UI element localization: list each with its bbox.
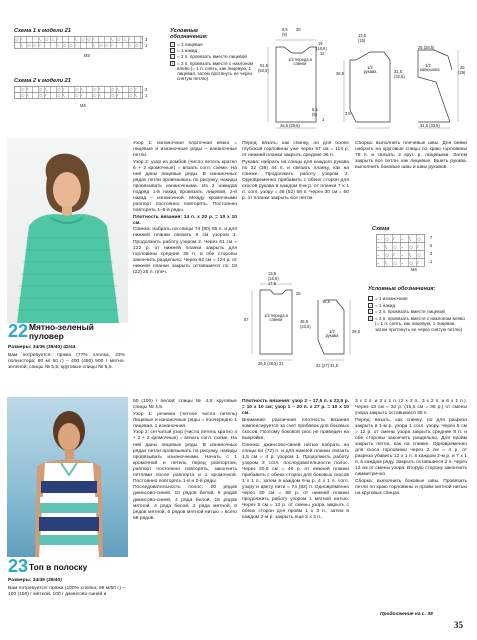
chart-symbol: ○	[57, 87, 61, 92]
legend-top-item: = 1 лицевая	[170, 42, 254, 47]
top-d12: 26,5 (29,5)	[280, 123, 300, 128]
chart-symbol: \	[135, 93, 137, 98]
m22-sleeve-label: 1/2 рукава	[325, 329, 339, 339]
chart-symbol: ⁄	[129, 37, 130, 42]
m22-d1: 13,5	[268, 271, 276, 276]
chart-symbol: \	[385, 260, 387, 266]
m22-d3: 17,5	[268, 281, 276, 286]
chart-symbol: ⁄	[39, 43, 40, 48]
chart-symbol: ○	[45, 37, 49, 42]
model23-materials: Вам потребуется: пряжа (100% хлопка; 95 м/50 г) – 100 (150) г мятной, 100 г джинсово-синей и	[8, 586, 125, 598]
chart-symbol: ○	[57, 93, 61, 98]
chart-symbol: ○	[105, 43, 109, 48]
model23-col1: 50 (100) г белой; спицы № 4,5; круговые спицы № 4,5. Узор 1: резинка (четное число петель) Лицевые и изнаночные ряды = поочередно 1 лицевая, 1 изнаночная. Узор 2: сетчатый узор (число петель кратно 4 + 2 + 2 кромочные) = вязать согл. схеме. На ней даны лицевые ряды. В изнаночных рядах петли провязывать по рисунку, накиды провязывать изнаночными. Начать с 1 кромочной и петель перед раппортом, раппорт постоянно повторять, закончить петлями после раппорта и 1 кромочной. Постоянно повторять 1-й и 2-й ряды. Последовательность полос: 20 рядов джинсово-синей, 10 рядов белой, 6 рядов джинсово-синей, 4 ряда белой, 16 рядов мятной, 4 ряда белой, 2 ряда мятной, 6 рядов мятной, 6 рядов мятной нитью = всего 68 рядов.	[133, 399, 237, 521]
chart-symbol: ○	[33, 43, 37, 48]
scheme1-row-1: 1	[145, 43, 148, 48]
top-d9: 5,5	[312, 107, 318, 112]
model23-col3: 3 х 2 п. и 3 х 1 п. (2 х 3 п., 3 х 2 п. и 6 х 1 п.). Через 13 см = 32 р. (15,5 см = 38 р.) от смены узора закрыть оставшиеся 36 п. Перед: вязать, как спинку, но для разреза закрыть в 1-м р. узора 1 согл. узору. Через 5 см = 12 р. от смены узора закрыть средние 8 п. и обе стороны закончить раздельно. Для пройм закрыть петли, как на спинке. Одновременно для скоса горловины через 2 см = 4 р. от разреза убавить 12 х 1 п. в каждом 2-м р. и 7 х 1 п. в каждом ряду. Закрыть оставшиеся 2 п. через 13 см от смены узора. Вторую сторону закончить симметрично. Сборка: выполнить боковые швы. Провязать петли по краю горловины и пройм мятной нитью на круговых спицах.	[355, 399, 467, 496]
m22-front-label: 1/2 переда и спинки	[264, 313, 288, 323]
chart-symbol: ○	[51, 37, 55, 42]
top-d11: 1	[322, 117, 325, 122]
model22-sizes: Размеры: 34/36 (38/40) 42/44	[8, 345, 76, 350]
chart-symbol: \	[63, 93, 65, 98]
chart-symbol: ⁄	[45, 93, 46, 98]
chart-symbol: ○	[129, 93, 133, 98]
chart-symbol: \	[111, 37, 113, 42]
scheme2-row-3: 3	[145, 87, 148, 92]
chart-symbol: \	[81, 87, 83, 92]
chart-symbol: ○	[135, 43, 139, 48]
model22-scheme-title: Схема	[372, 226, 390, 232]
scheme1-grid	[14, 36, 143, 56]
chart-symbol: ○	[93, 87, 97, 92]
chart-symbol: –	[401, 260, 404, 266]
chart-symbol: ⁄	[81, 93, 82, 98]
scheme2-chart	[14, 86, 143, 106]
chart-symbol: ○	[75, 87, 79, 92]
m22-d13: 45,5	[300, 319, 308, 324]
chart-symbol: \	[99, 93, 101, 98]
top-sleeve-label: 1/2 рукава	[363, 65, 377, 75]
yarn-over-icon: ◌	[369, 302, 372, 308]
ssk-icon: ∖	[369, 316, 372, 322]
top-d2: (9)	[282, 32, 288, 37]
chart-symbol: ○	[21, 87, 25, 92]
chart-symbol: –	[377, 244, 380, 250]
chart-symbol: \	[57, 43, 59, 48]
chart-symbol: ⁄	[21, 37, 22, 42]
purl-icon: –	[369, 296, 372, 301]
chart-symbol: ⁄	[135, 87, 136, 92]
top-d6: 12	[320, 51, 325, 56]
chart-symbol: \	[385, 244, 387, 250]
photo-model23	[7, 397, 128, 557]
m22-d10: 16,5	[322, 299, 330, 304]
top-d20: 3,5	[345, 111, 351, 116]
chart-symbol: –	[401, 236, 404, 242]
model23-col2: Плотность вязания: узор 2 – 17,5 п. х 22,5 р. = 10 х 10 см; узор 1 – 20 п. х 27 р. = 10 х 10 см. Внимание: различная плотность вязания компенсируется за счет прибавок для боковых скосов. Поэтому боковой скос не приведен на выкройке. Спинка: джинсово-синей нитью набрать на спицы 64 (72) п. и для нижней планки связать 1,5 см = 4 р. узором 1. Продолжить работу узором 2 согл. последовательности полос. Через 20,5 см = 46 р. от нижней планки прибавить с обеих сторон для боковых скосов 1 х 1 п., затем в каждом 6-м р. 4 х 1 п. согл. узору и цвету нити = 74 (82) п. Одновременно через 30 см = 68 р. от нижней планки продолжить работу узором 1 мятной нитью. Через 5 см = 12 р. от смены узора закрыть с обеих сторон для пройм 1 х 3 п., затем в каждом 2-м р. закрыть еще 2 х 3 п.,	[242, 399, 349, 521]
m22-d6: 57	[244, 317, 249, 322]
model22-materials: Вам потребуется: пряжа (77% хлопка, 23% полиэстера; 80 м/ 50 г) – 400 (450) 500 г мятно-зеленой; спицы № 5,5; круговые спицы № 5,5.	[8, 353, 125, 371]
chart-symbol: ⁄	[93, 37, 94, 42]
chart-symbol: ○	[123, 37, 127, 42]
chart-symbol: \	[45, 87, 47, 92]
top-d23: 25	[460, 65, 465, 70]
model22-row-3: 3	[430, 251, 433, 256]
chart-symbol: ⁄	[27, 87, 28, 92]
chart-symbol: ○	[385, 236, 389, 242]
chart-symbol: ⁄	[57, 37, 58, 42]
legend-top-item: ∖ = 2 п. провязать вместе с наклоном влево (= 1 п. снять, как лицевую, 1 лицевая, затем протянуть ее через снятую петлю)	[171, 60, 254, 82]
chart-symbol: ⁄	[393, 252, 394, 258]
top-d5: (18,5)	[316, 46, 327, 51]
legend-top-title: Условные обозначения:	[170, 28, 208, 40]
chart-symbol: ○	[39, 93, 43, 98]
chart-symbol: ○	[39, 87, 43, 92]
k2tog-icon: ⁄	[170, 54, 175, 59]
m22-d9: 26,5 (28,5) 31	[258, 361, 284, 366]
scheme2-title: Схема 2 к модели 21	[14, 78, 71, 84]
chart-symbol: ⁄	[63, 87, 64, 92]
chart-symbol: ○	[409, 260, 413, 266]
top-hood-label: 1/2 капюшона	[420, 63, 440, 73]
chart-symbol: \	[75, 37, 77, 42]
m22-d4: 26	[296, 291, 301, 296]
model22-col2: Перед: вязать, как спинку, но для более глубокой горловины уже через 57 см = 114 р. от нижней планки закрыть средние 36 п. Рукава: набрать на спицы для каждого рукава по 32 (38) 44 п. и связать планку, как на спинке. Продолжить работу узором 2. Одновременно прибавить с обеих сторон для скосов рукава в каждом 8-м р. от планки 7 х 1 п. согл. узору = 46 (52) 58 п. Через 30 см = 60 р. от планки закрыть все петли.	[242, 141, 349, 202]
chart-symbol: ○	[87, 37, 91, 42]
page-number: 35	[454, 620, 463, 630]
model22-title: Мятно-зеленый пуловер	[29, 322, 94, 341]
scheme2-ms: MS	[80, 103, 87, 108]
chart-symbol: –	[377, 260, 380, 266]
top-d25: 31,5 (33,5)	[420, 123, 440, 128]
legend-top	[170, 42, 254, 81]
scheme1-ms: MS	[84, 53, 91, 58]
model22-legend-item: ∖ = 2 п. провязать вместе с наклоном влево (= 1 п. снять, как лицевую, 1 лицевая, затем протянуть ее через снятую петлю)	[369, 316, 465, 332]
scheme1-row-3: 3	[145, 37, 148, 42]
chart-symbol: ○	[393, 244, 397, 250]
top-d4: 19	[318, 41, 323, 46]
chart-symbol: \	[409, 236, 411, 242]
model22-legend-title: Условные обозначения:	[368, 286, 436, 292]
chart-symbol: ○	[111, 87, 115, 92]
chart-symbol: \	[27, 93, 29, 98]
chart-symbol: ⁄	[417, 244, 418, 250]
top-d13: 13,5	[358, 33, 366, 38]
chart-symbol: ⁄	[111, 43, 112, 48]
chart-symbol: ○	[129, 87, 133, 92]
model23-title: Топ в полоску	[29, 562, 88, 572]
scheme1-chart	[14, 36, 143, 56]
top-d1: 8,5	[282, 27, 288, 32]
model22-col3: Сборка: выполнить плечевые швы. Для бейки набрать на круговые спицы по краю горловины 78 п. и связать 2 круг. р. лицевыми. Затем закрыть все петли, как лицевые. Вшить рукава, выполнить боковые швы и швы рукавов.	[355, 141, 467, 171]
model22-col1: Узор 1: изнаночная платочная вязка = лицевые и изнаночные ряды – изнаночные петли. Узор 2: узор из ромбов (число петель кратно 6 + 2 кромочные) = вязать согл. схеме. На ней даны лицевые ряды. В изнаночных рядах петли провязывать по рисунку, накиды провязывать изнаночными. Из 2 накидов подряд 1-й накид провязать лицевой, 2-й накид – изнаночной. Между кромочными раппорт постоянно повторять. Постоянно повторять 1–8-й ряды. Плотность вязания: 14 п. х 20 р. = 10 х 10 см. Спинка: набрать на спицы 74 (80) 86 п. и для нижней планки связать 5 см узором 1. Продолжить работу узором 2. Через 61 см = 122 р. от нижней планки закрыть для горловины средние 36 п. и обе стороны закончить раздельно. Через 62 см = 124 р. от нижней планки закрыть оставшиеся по 19 (22) 25 п. плеч.	[133, 141, 237, 275]
chart-symbol: ⁄	[393, 236, 394, 242]
scheme1-title: Схема 1 к модели 21	[14, 28, 71, 34]
chart-symbol: ○	[27, 43, 31, 48]
model22-row-7: 7	[430, 235, 433, 240]
chart-symbol: ○	[21, 93, 25, 98]
top-d24: (29)	[458, 70, 466, 75]
top-d19: (32,5)	[394, 74, 405, 79]
chart-symbol: ○	[69, 43, 73, 48]
chart-symbol: –	[377, 252, 380, 258]
m22-d14: (43,5)	[300, 324, 311, 329]
chart-symbol: ⁄	[117, 93, 118, 98]
top-d17: 28,5	[336, 71, 344, 76]
scheme2-row-1: 1	[145, 93, 148, 98]
chart-symbol: –	[401, 252, 404, 258]
chart-symbol: ○	[409, 244, 413, 250]
ssk-icon: ∖	[171, 60, 174, 66]
chart-symbol: ○	[75, 93, 79, 98]
chart-symbol: ○	[385, 252, 389, 258]
chart-symbol: ○	[81, 37, 85, 42]
model22-number: 22	[8, 321, 29, 341]
chart-symbol: \	[409, 252, 411, 258]
chart-symbol: –	[401, 244, 404, 250]
m22-d17: 28,5	[352, 329, 360, 334]
model22-legend-item: ⁄ = 2 п. провязать вместе лицевой	[368, 309, 468, 314]
model23-number: 23	[8, 556, 29, 576]
chart-symbol: ○	[417, 236, 421, 242]
chart-symbol: ○	[117, 37, 121, 42]
chart-symbol: ○	[63, 43, 67, 48]
model22-row-5: 5	[430, 243, 433, 248]
top-d3: 20	[296, 27, 301, 32]
legend-top-item: ⁄ = 2 п. провязать вместе лицевой	[170, 54, 254, 59]
knit-icon	[170, 42, 175, 47]
chart-symbol: \	[39, 37, 41, 42]
chart-symbol: ⁄	[75, 43, 76, 48]
top-d8: (53,5)	[258, 68, 269, 73]
chart-symbol: \	[117, 87, 119, 92]
chart-symbol: \	[21, 43, 23, 48]
k2tog-icon: ⁄	[368, 309, 373, 314]
legend-top-item: ◌ = 1 накид	[171, 48, 198, 54]
photo-model22	[7, 138, 128, 323]
chart-symbol: ○	[99, 43, 103, 48]
chart-symbol: ○	[15, 37, 19, 42]
continue-note: Продолжение на с. 38	[380, 612, 433, 617]
model22-scheme-ms: MS	[411, 267, 418, 272]
model22-row-1: 1	[430, 259, 433, 264]
top-d18: 31,5	[394, 69, 402, 74]
scheme2-grid	[14, 86, 143, 106]
top-front-label: 1/2 переда и спинки	[288, 57, 312, 67]
yarn-over-icon: ◌	[171, 48, 174, 54]
chart-symbol: \	[93, 43, 95, 48]
model23-sizes: Размеры: 34/36 (38/40)	[8, 578, 62, 583]
top-d10: (5)	[312, 112, 318, 117]
chart-symbol: ○	[417, 252, 421, 258]
top-d14: (15)	[358, 38, 366, 43]
top-d21: 25 (28,5)	[418, 45, 435, 50]
chart-symbol: ○	[393, 260, 397, 266]
m22-d18: 23 (27) 31,5	[316, 363, 339, 368]
model22-legend-item: ◌ = 1 накид	[369, 302, 396, 308]
top-d7: 51,5	[260, 63, 268, 68]
model22-legend	[368, 296, 468, 332]
chart-symbol: –	[377, 236, 380, 242]
model22-legend-item: – = 1 изнаночная	[369, 296, 408, 301]
chart-symbol: ○	[93, 93, 97, 98]
chart-symbol: ⁄	[417, 260, 418, 266]
m22-d2: (15,5)	[268, 276, 279, 281]
photo-model22-image	[7, 138, 128, 323]
chart-symbol: ⁄	[99, 87, 100, 92]
chart-symbol: \	[129, 43, 131, 48]
chart-symbol: ○	[111, 93, 115, 98]
photo-model23-image	[7, 397, 128, 557]
